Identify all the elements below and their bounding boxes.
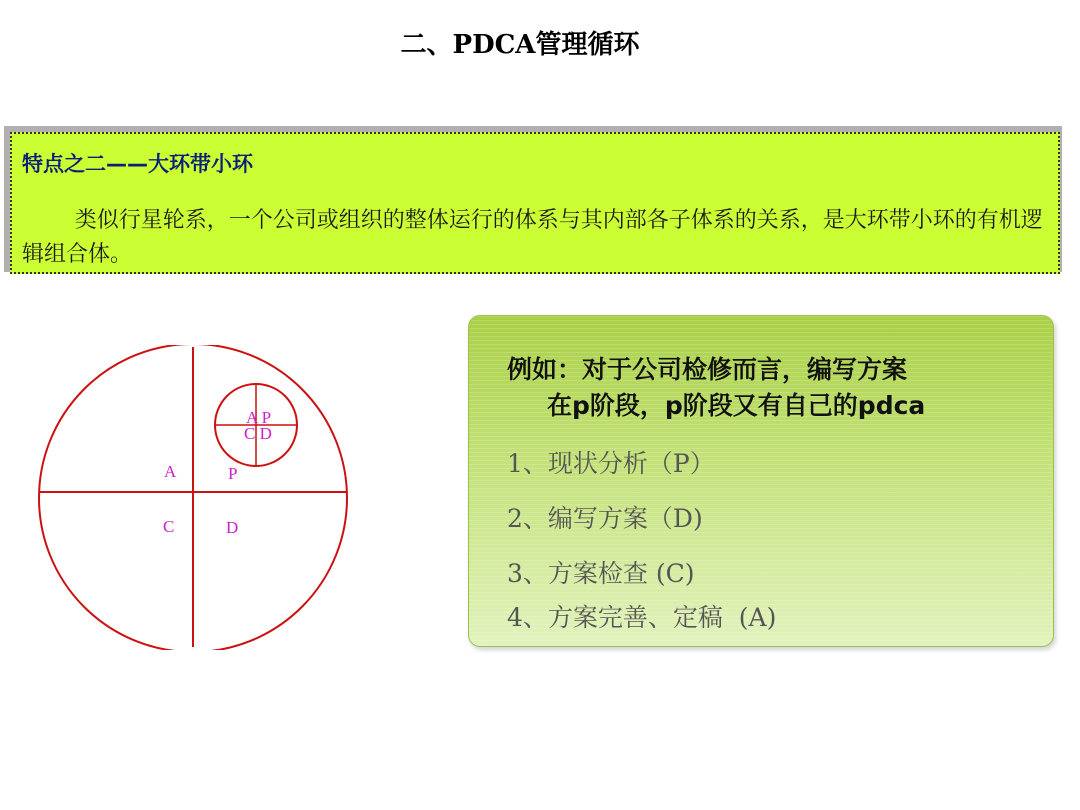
feature-heading: 特点之二——大环带小环 <box>22 152 253 176</box>
step-item-act: 4、方案完善、定稿 (A) <box>507 603 777 632</box>
big-cycle-label-c: C <box>163 517 175 536</box>
example-panel <box>468 315 1054 647</box>
pdca-cycle-diagram <box>30 345 360 650</box>
example-intro-line-1: 例如：对于公司检修而言，编写方案 <box>507 355 908 384</box>
feature-body: 类似行星轮系，一个公司或组织的整体运行的体系与其内部各子体系的关系，是大环带小环的有机逻辑组合体。 <box>22 208 1043 267</box>
feature-box <box>10 132 1060 274</box>
small-cycle-label-cd: C D <box>244 424 272 443</box>
small-cycle-label-ap: A P <box>246 408 272 427</box>
step-item-check: 3、方案检查 (C) <box>507 559 695 588</box>
big-cycle-label-p: P <box>228 464 238 483</box>
big-cycle-label-d: D <box>226 518 239 537</box>
example-intro-line-2: 在p阶段，p阶段又有自己的pdca <box>547 391 926 420</box>
big-cycle-label-a: A <box>164 462 177 481</box>
example-intro <box>507 352 1027 424</box>
slide-title: 二、PDCA管理循环 <box>400 30 640 60</box>
step-item-plan: 1、现状分析（P） <box>507 449 715 478</box>
step-item-do: 2、编写方案（D) <box>507 504 703 533</box>
